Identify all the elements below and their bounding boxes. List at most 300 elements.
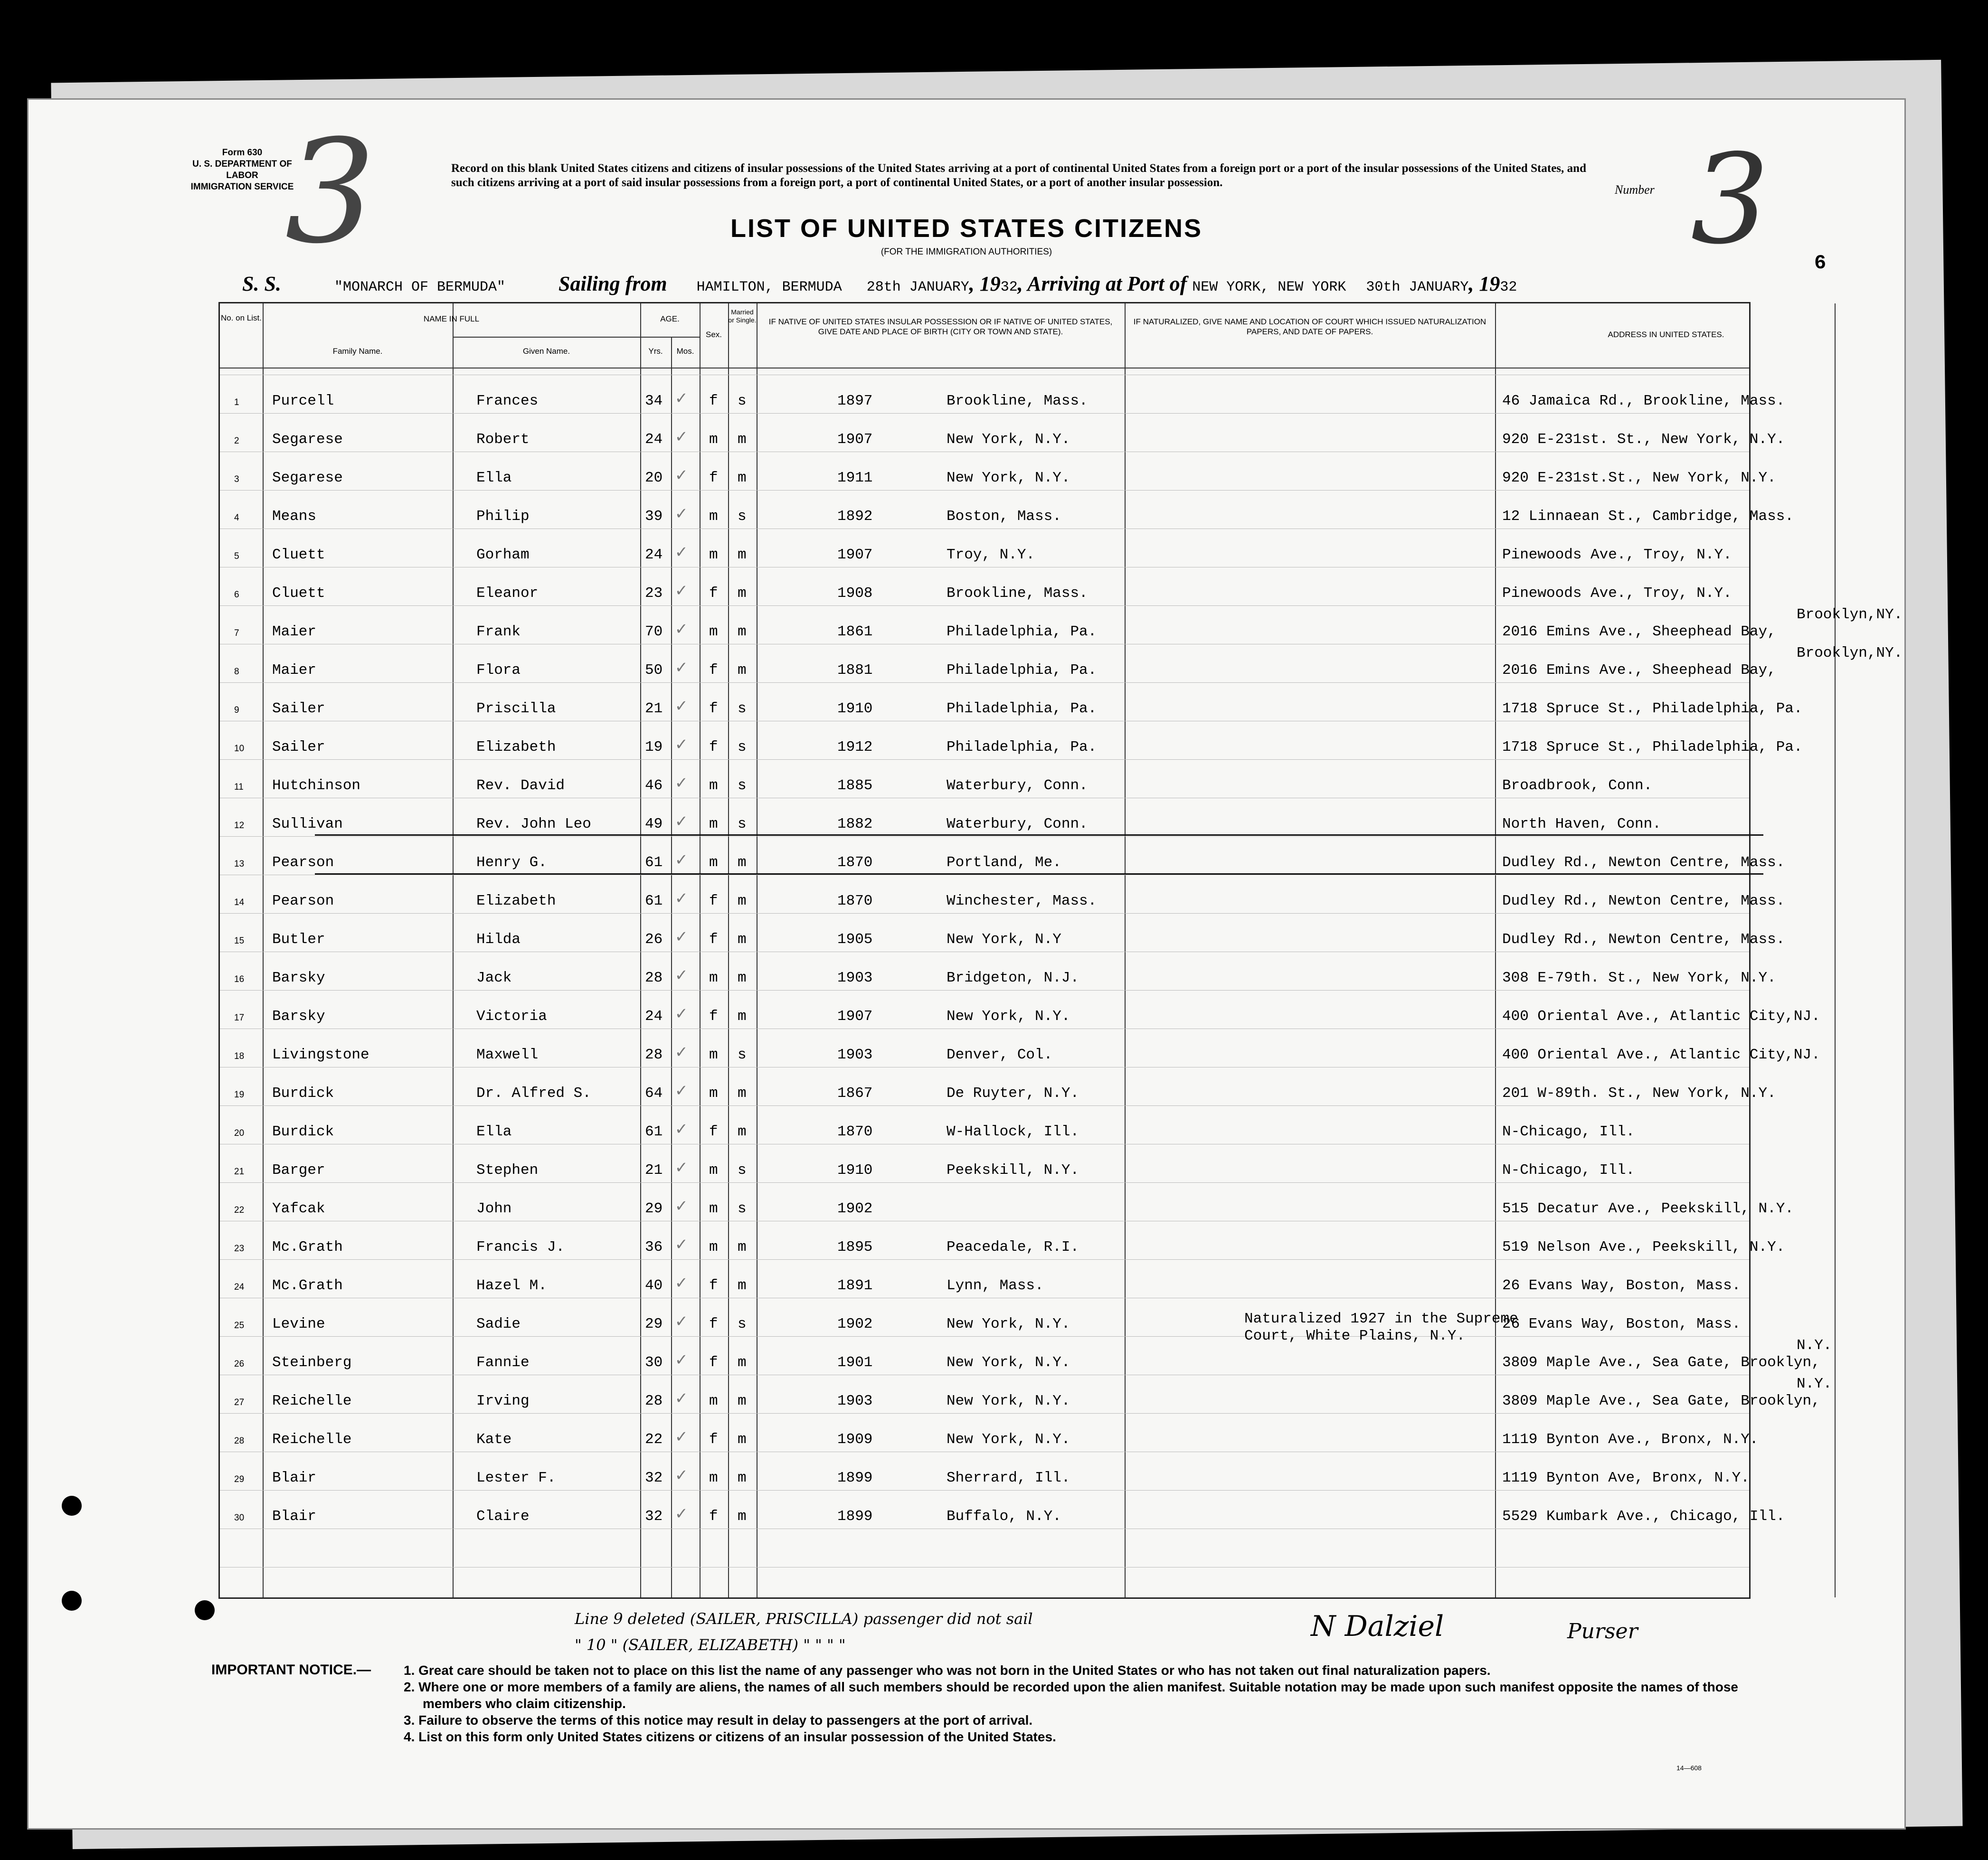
family-name-cell: Cluett: [272, 585, 325, 602]
check-mark-icon: ✓: [676, 1004, 687, 1025]
marital-status-cell: s: [738, 1047, 747, 1063]
binder-hole: [62, 1496, 82, 1516]
address-note: Brooklyn,NY.: [1797, 645, 1903, 661]
address-cell: North Haven, Conn.: [1502, 816, 1661, 832]
birth-year-cell: 1908: [837, 585, 873, 602]
given-name-cell: Gorham: [476, 547, 530, 563]
notice-list: [404, 1662, 1795, 1745]
address-cell: 2016 Emins Ave., Sheephead Bay,: [1502, 662, 1776, 679]
address-cell: 400 Oriental Ave., Atlantic City,NJ.: [1502, 1008, 1820, 1025]
address-cell: N-Chicago, Ill.: [1502, 1162, 1635, 1179]
address-cell: 920 E-231st.St., New York, N.Y.: [1502, 470, 1776, 486]
age-years-cell: 32: [645, 1470, 663, 1486]
given-name-cell: Dr. Alfred S.: [476, 1085, 591, 1102]
row-number: 2: [234, 436, 239, 446]
header-mos: Mos.: [676, 347, 694, 356]
age-years-cell: 50: [645, 662, 663, 679]
age-years-cell: 39: [645, 508, 663, 525]
header-address: ADDRESS IN UNITED STATES.: [1608, 330, 1724, 339]
address-note: N.Y.: [1797, 1337, 1832, 1354]
age-years-cell: 70: [645, 623, 663, 640]
address-cell: 12 Linnaean St., Cambridge, Mass.: [1502, 508, 1794, 525]
form-label: Form 630 U. S. DEPARTMENT OF LABOR IMMIGRATION SERVICE: [190, 148, 294, 192]
age-years-cell: 32: [645, 1508, 663, 1525]
passenger-row: [220, 692, 1803, 731]
row-number: 8: [234, 667, 239, 677]
birth-year-cell: 1885: [837, 777, 873, 794]
birth-place-cell: Brookline, Mass.: [947, 585, 1088, 602]
given-name-cell: Hazel M.: [476, 1277, 547, 1294]
age-years-cell: 20: [645, 470, 663, 486]
header-birth: IF NATIVE OF UNITED STATES INSULAR POSSESSION OR IF NATIVE OF UNITED STATES, GIVE DATE AND PLACE OF BIRTH (CITY OR TOWN AND STATE).: [768, 317, 1113, 336]
family-name-cell: Blair: [272, 1508, 317, 1525]
given-name-cell: John: [476, 1200, 512, 1217]
address-cell: N-Chicago, Ill.: [1502, 1124, 1635, 1140]
address-cell: 1718 Spruce St., Philadelphia, Pa.: [1502, 739, 1803, 755]
marital-status-cell: m: [738, 1508, 747, 1525]
binder-hole: [62, 1591, 82, 1611]
check-mark-icon: ✓: [676, 1081, 687, 1102]
marital-status-cell: m: [738, 662, 747, 679]
birth-place-cell: Denver, Col.: [947, 1047, 1053, 1063]
age-years-cell: 46: [645, 777, 663, 794]
address-cell: 5529 Kumbark Ave., Chicago, Ill.: [1502, 1508, 1785, 1525]
handwritten-sheet-number: 3: [285, 109, 376, 275]
birth-year-cell: 1881: [837, 662, 873, 679]
passenger-row: [220, 1423, 1759, 1462]
birth-year-cell: 1901: [837, 1354, 873, 1371]
check-mark-icon: ✓: [676, 543, 687, 563]
age-years-cell: 26: [645, 931, 663, 948]
family-name-cell: Livingstone: [272, 1047, 369, 1063]
address-note: N.Y.: [1797, 1376, 1832, 1392]
passenger-row: [220, 1076, 1776, 1115]
address-cell: Pinewoods Ave., Troy, N.Y.: [1502, 547, 1732, 563]
given-name-cell: Rev. John Leo: [476, 816, 591, 832]
row-number: 24: [234, 1282, 245, 1292]
row-number: 6: [234, 590, 239, 600]
given-name-cell: Ella: [476, 1124, 512, 1140]
passenger-row: [220, 961, 1776, 1000]
address-cell: 920 E-231st. St., New York, N.Y.: [1502, 431, 1785, 448]
family-name-cell: Sailer: [272, 739, 325, 755]
given-name-cell: Lester F.: [476, 1470, 556, 1486]
birth-place-cell: New York, N.Y: [947, 931, 1061, 948]
birth-place-cell: Bridgeton, N.J.: [947, 970, 1079, 986]
address-cell: 519 Nelson Ave., Peekskill, N.Y.: [1502, 1239, 1785, 1256]
family-name-cell: Butler: [272, 931, 325, 948]
header-no: No. on List.: [221, 313, 262, 322]
birth-place-cell: New York, N.Y.: [947, 1316, 1070, 1332]
age-years-cell: 23: [645, 585, 663, 602]
given-name-cell: Frank: [476, 623, 521, 640]
birth-place-cell: Philadelphia, Pa.: [947, 623, 1097, 640]
passenger-row: [220, 730, 1803, 769]
family-name-cell: Mc.Grath: [272, 1277, 343, 1294]
age-years-cell: 21: [645, 700, 663, 717]
check-mark-icon: ✓: [676, 735, 687, 755]
sex-cell: m: [709, 508, 718, 525]
family-name-cell: Sullivan: [272, 816, 343, 832]
marital-status-cell: m: [738, 1393, 747, 1409]
address-cell: Broadbrook, Conn.: [1502, 777, 1653, 794]
sex-cell: m: [709, 1393, 718, 1409]
birth-year-cell: 1910: [837, 700, 873, 717]
record-instructions: Record on this blank United States citizens and citizens of insular possessions of the United States arriving at a port of continental United States from a foreign port or a port of the insular possessions of the United States, and such citizens arriving at a port of said insular possessions from a foreign port, a port of continental United States, or a port of another insular possession.: [451, 162, 1586, 189]
sex-cell: f: [709, 1354, 718, 1371]
row-number: 17: [234, 1013, 245, 1023]
row-number: 7: [234, 628, 239, 638]
check-mark-icon: ✓: [676, 466, 687, 486]
purser-title: Purser: [1567, 1619, 1638, 1643]
sex-cell: f: [709, 470, 718, 486]
family-name-cell: Barsky: [272, 970, 325, 986]
arriving-label: , Arriving at Port of: [1017, 272, 1187, 295]
address-cell: 1119 Bynton Ave, Bronx, N.Y.: [1502, 1470, 1750, 1486]
given-name-cell: Sadie: [476, 1316, 521, 1332]
sex-cell: f: [709, 1277, 718, 1294]
passenger-row: [220, 1376, 1832, 1423]
check-mark-icon: ✓: [676, 504, 687, 525]
row-number: 29: [234, 1474, 245, 1484]
family-name-cell: Yafcak: [272, 1200, 325, 1217]
address-cell: 46 Jamaica Rd., Brookline, Mass.: [1502, 393, 1785, 409]
row-number: 15: [234, 936, 245, 946]
sex-cell: m: [709, 623, 718, 640]
check-mark-icon: ✓: [676, 1466, 687, 1486]
row-number: 14: [234, 897, 245, 907]
birth-place-cell: Waterbury, Conn.: [947, 777, 1088, 794]
passenger-row: [220, 884, 1785, 923]
address-cell: Pinewoods Ave., Troy, N.Y.: [1502, 585, 1732, 602]
passenger-row: [220, 606, 1903, 654]
row-number: 27: [234, 1397, 245, 1407]
check-mark-icon: ✓: [676, 774, 687, 794]
arrival-year-prefix: , 19: [1468, 272, 1500, 295]
age-years-cell: 28: [645, 1393, 663, 1409]
header-married: Married or Single.: [728, 308, 757, 324]
check-mark-icon: ✓: [676, 697, 687, 717]
marital-status-cell: m: [738, 1431, 747, 1448]
birth-place-cell: Winchester, Mass.: [947, 893, 1097, 909]
notice-item-4: 4. List on this form only United States citizens or citizens of an insular possession of the United States.: [404, 1729, 1056, 1744]
family-name-cell: Barger: [272, 1162, 325, 1179]
address-cell: Dudley Rd., Newton Centre, Mass.: [1502, 931, 1785, 948]
age-years-cell: 28: [645, 1047, 663, 1063]
check-mark-icon: ✓: [676, 1158, 687, 1179]
age-years-cell: 34: [645, 393, 663, 409]
age-years-cell: 49: [645, 816, 663, 832]
given-name-cell: Priscilla: [476, 700, 556, 717]
marital-status-cell: s: [738, 777, 747, 794]
birth-place-cell: New York, N.Y.: [947, 1431, 1070, 1448]
given-name-cell: Robert: [476, 431, 530, 448]
address-cell: 308 E-79th. St., New York, N.Y.: [1502, 970, 1776, 986]
address-cell: 1718 Spruce St., Philadelphia, Pa.: [1502, 700, 1803, 717]
sail-year-prefix: , 19: [969, 272, 1001, 295]
given-name-cell: Irving: [476, 1393, 530, 1409]
age-years-cell: 61: [645, 1124, 663, 1140]
footer-code: 14—608: [1676, 1764, 1702, 1772]
marital-status-cell: m: [738, 585, 747, 602]
check-mark-icon: ✓: [676, 658, 687, 679]
given-name-cell: Flora: [476, 662, 521, 679]
row-number: 10: [234, 744, 245, 754]
family-name-cell: Purcell: [272, 393, 334, 409]
family-name-cell: Levine: [272, 1316, 325, 1332]
birth-year-cell: 1902: [837, 1200, 873, 1217]
passenger-row: [220, 1337, 1832, 1385]
family-name-cell: Burdick: [272, 1124, 334, 1140]
passenger-row: [220, 384, 1785, 423]
family-name-cell: Barsky: [272, 1008, 325, 1025]
sail-year: 32: [1000, 279, 1018, 295]
strike-line-9: [315, 834, 1763, 836]
binder-hole: [195, 1600, 215, 1620]
address-cell: 26 Evans Way, Boston, Mass.: [1502, 1316, 1741, 1332]
marital-status-cell: s: [738, 1200, 747, 1217]
marital-status-cell: m: [738, 893, 747, 909]
check-mark-icon: ✓: [676, 927, 687, 948]
address-cell: 2016 Emins Ave., Sheephead Bay,: [1502, 623, 1776, 640]
marital-status-cell: m: [738, 854, 747, 871]
given-name-cell: Fannie: [476, 1354, 530, 1371]
given-name-cell: Kate: [476, 1431, 512, 1448]
marital-status-cell: m: [738, 1239, 747, 1256]
sex-cell: f: [709, 1124, 718, 1140]
birth-year-cell: 1870: [837, 1124, 873, 1140]
check-mark-icon: ✓: [676, 1389, 687, 1409]
row-number: 11: [234, 782, 244, 792]
passenger-table: [218, 302, 1903, 1599]
header-given-name: Given Name.: [522, 347, 570, 356]
notice-item-2: 2. Where one or more members of a family are aliens, the names of all such members should be recorded upon the alien manifest. Suitable notation may be made upon such manifest opposite the names of those members who claim citizenship.: [404, 1680, 1738, 1711]
notice-heading: IMPORTANT NOTICE.—: [211, 1662, 371, 1678]
birth-year-cell: 1903: [837, 1047, 873, 1063]
family-name-cell: Sailer: [272, 700, 325, 717]
passenger-row: [220, 1461, 1749, 1500]
check-mark-icon: ✓: [676, 850, 687, 871]
address-cell: 515 Decatur Ave., Peekskill, N.Y.: [1502, 1200, 1794, 1217]
passenger-row: [220, 645, 1903, 692]
row-number: 22: [234, 1205, 245, 1215]
voyage-line: [242, 272, 1517, 296]
row-number: 21: [234, 1167, 245, 1177]
birth-year-cell: 1899: [837, 1470, 873, 1486]
sex-cell: m: [709, 816, 718, 832]
sex-cell: f: [709, 1508, 718, 1525]
age-years-cell: 64: [645, 1085, 663, 1102]
handwritten-number: 3: [1691, 128, 1770, 272]
birth-year-cell: 1903: [837, 970, 873, 986]
birth-place-cell: Peacedale, R.I.: [947, 1239, 1079, 1256]
age-years-cell: 21: [645, 1162, 663, 1179]
birth-place-cell: Waterbury, Conn.: [947, 816, 1088, 832]
birth-year-cell: 1861: [837, 623, 873, 640]
passenger-row: [220, 846, 1785, 885]
check-mark-icon: ✓: [676, 1427, 687, 1448]
birth-year-cell: 1897: [837, 393, 873, 409]
row-number: 5: [234, 551, 239, 561]
given-name-cell: Eleanor: [476, 585, 539, 602]
age-years-cell: 61: [645, 893, 663, 909]
birth-year-cell: 1891: [837, 1277, 873, 1294]
row-number: 18: [234, 1051, 245, 1061]
sex-cell: m: [709, 1470, 718, 1486]
birth-place-cell: New York, N.Y.: [947, 1354, 1070, 1371]
sailing-label: Sailing from: [559, 272, 667, 295]
birth-place-cell: Brookline, Mass.: [947, 393, 1088, 409]
check-mark-icon: ✓: [676, 1120, 687, 1140]
age-years-cell: 24: [645, 431, 663, 448]
check-mark-icon: ✓: [676, 1312, 687, 1332]
sex-cell: m: [709, 970, 718, 986]
marital-status-cell: m: [738, 1085, 747, 1102]
given-name-cell: Francis J.: [476, 1239, 565, 1256]
address-cell: Dudley Rd., Newton Centre, Mass.: [1502, 893, 1785, 909]
age-years-cell: 19: [645, 739, 663, 755]
birth-place-cell: Sherrard, Ill.: [947, 1470, 1070, 1486]
marital-status-cell: s: [738, 393, 747, 409]
check-mark-icon: ✓: [676, 812, 687, 832]
birth-place-cell: Philadelphia, Pa.: [947, 700, 1097, 717]
header-family-name: Family Name.: [332, 347, 383, 356]
marital-status-cell: s: [738, 1316, 747, 1332]
check-mark-icon: ✓: [676, 581, 687, 602]
passenger-row: [220, 1192, 1794, 1231]
family-name-cell: Cluett: [272, 547, 325, 563]
row-number: 30: [234, 1513, 245, 1523]
passenger-row: [220, 461, 1776, 500]
age-years-cell: 29: [645, 1200, 663, 1217]
marital-status-cell: s: [738, 816, 747, 832]
check-mark-icon: ✓: [676, 427, 687, 448]
row-number: 20: [234, 1128, 245, 1138]
marital-status-cell: s: [738, 739, 747, 755]
sex-cell: m: [709, 1200, 718, 1217]
ss-label: S. S.: [242, 272, 281, 295]
row-number: 26: [234, 1359, 245, 1369]
ship-name: "MONARCH OF BERMUDA": [334, 279, 506, 295]
family-name-cell: Hutchinson: [272, 777, 361, 794]
passenger-row: [220, 1038, 1820, 1077]
header-age: AGE.: [660, 314, 680, 323]
check-mark-icon: ✓: [676, 1235, 687, 1256]
check-mark-icon: ✓: [676, 1274, 687, 1294]
check-mark-icon: ✓: [676, 966, 687, 986]
address-cell: 3809 Maple Ave., Sea Gate, Brooklyn,: [1502, 1354, 1820, 1371]
marital-status-cell: m: [738, 1124, 747, 1140]
birth-year-cell: 1907: [837, 1008, 873, 1025]
given-name-cell: Elizabeth: [476, 739, 556, 755]
birth-place-cell: Portland, Me.: [947, 854, 1061, 871]
address-cell: 3809 Maple Ave., Sea Gate, Brooklyn,: [1502, 1393, 1820, 1409]
sex-cell: f: [709, 700, 718, 717]
birth-place-cell: New York, N.Y.: [947, 1393, 1070, 1409]
sex-cell: m: [709, 547, 718, 563]
sex-cell: f: [709, 1316, 718, 1332]
given-name-cell: Victoria: [476, 1008, 547, 1025]
passenger-row: [220, 923, 1785, 962]
birth-year-cell: 1899: [837, 1508, 873, 1525]
row-number: 9: [234, 705, 239, 715]
notice-item-1: 1. Great care should be taken not to place on this list the name of any passenger who was not born in the United States or who has not taken out final naturalization papers.: [404, 1663, 1491, 1678]
sex-cell: f: [709, 585, 718, 602]
age-years-cell: 61: [645, 854, 663, 871]
birth-year-cell: 1911: [837, 470, 873, 486]
birth-year-cell: 1907: [837, 547, 873, 563]
header-sex: Sex.: [705, 330, 722, 339]
sex-cell: m: [709, 431, 718, 448]
page-title: LIST OF UNITED STATES CITIZENS: [730, 214, 1202, 243]
family-name-cell: Steinberg: [272, 1354, 352, 1371]
passenger-row: [220, 576, 1749, 615]
number-label: Number: [1615, 183, 1655, 197]
birth-year-cell: 1870: [837, 893, 873, 909]
deletion-note-line9: Line 9 deleted (SAILER, PRISCILLA) passenger did not sail: [575, 1610, 1033, 1628]
passenger-row: [220, 1230, 1785, 1269]
age-years-cell: 40: [645, 1277, 663, 1294]
given-name-cell: Hilda: [476, 931, 521, 948]
given-name-cell: Frances: [476, 393, 539, 409]
birth-place-cell: New York, N.Y.: [947, 431, 1070, 448]
family-name-cell: Pearson: [272, 854, 334, 871]
check-mark-icon: ✓: [676, 620, 687, 640]
family-name-cell: Mc.Grath: [272, 1239, 343, 1256]
birth-place-cell: Peekskill, N.Y.: [947, 1162, 1079, 1179]
address-cell: 400 Oriental Ave., Atlantic City,NJ.: [1502, 1047, 1820, 1063]
marital-status-cell: m: [738, 1354, 747, 1371]
row-number: 4: [234, 513, 239, 523]
age-years-cell: 24: [645, 547, 663, 563]
marital-status-cell: m: [738, 970, 747, 986]
check-mark-icon: ✓: [676, 1043, 687, 1063]
row-number: 23: [234, 1244, 245, 1254]
passenger-row: [220, 1153, 1749, 1192]
header-naturalized: IF NATURALIZED, GIVE NAME AND LOCATION OF COURT WHICH ISSUED NATURALIZATION PAPERS, AND DATE OF PAPERS.: [1133, 317, 1486, 336]
marital-status-cell: m: [738, 547, 747, 563]
passenger-row: [220, 1000, 1820, 1039]
sex-cell: m: [709, 777, 718, 794]
marital-status-cell: s: [738, 508, 747, 525]
passenger-row: [220, 500, 1794, 538]
purser-signature: N Dalziel: [1311, 1610, 1444, 1643]
given-name-cell: Maxwell: [476, 1047, 539, 1063]
sail-date: 28th JANUARY: [866, 279, 969, 295]
family-name-cell: Reichelle: [272, 1393, 352, 1409]
sex-cell: f: [709, 893, 718, 909]
sex-cell: m: [709, 1047, 718, 1063]
sex-cell: f: [709, 393, 718, 409]
family-name-cell: Segarese: [272, 431, 343, 448]
family-name-cell: Reichelle: [272, 1431, 352, 1448]
birth-place-cell: Philadelphia, Pa.: [947, 739, 1097, 755]
family-name-cell: Maier: [272, 623, 317, 640]
strike-line-10: [315, 873, 1763, 875]
passenger-row: [220, 1500, 1785, 1539]
marital-status-cell: s: [738, 1162, 747, 1179]
birth-year-cell: 1912: [837, 739, 873, 755]
sex-cell: f: [709, 739, 718, 755]
marital-status-cell: s: [738, 700, 747, 717]
birth-place-cell: W-Hallock, Ill.: [947, 1124, 1079, 1140]
given-name-cell: Ella: [476, 470, 512, 486]
check-mark-icon: ✓: [676, 1350, 687, 1371]
sex-cell: m: [709, 1239, 718, 1256]
birth-year-cell: 1870: [837, 854, 873, 871]
family-name-cell: Maier: [272, 662, 317, 679]
marital-status-cell: m: [738, 1277, 747, 1294]
